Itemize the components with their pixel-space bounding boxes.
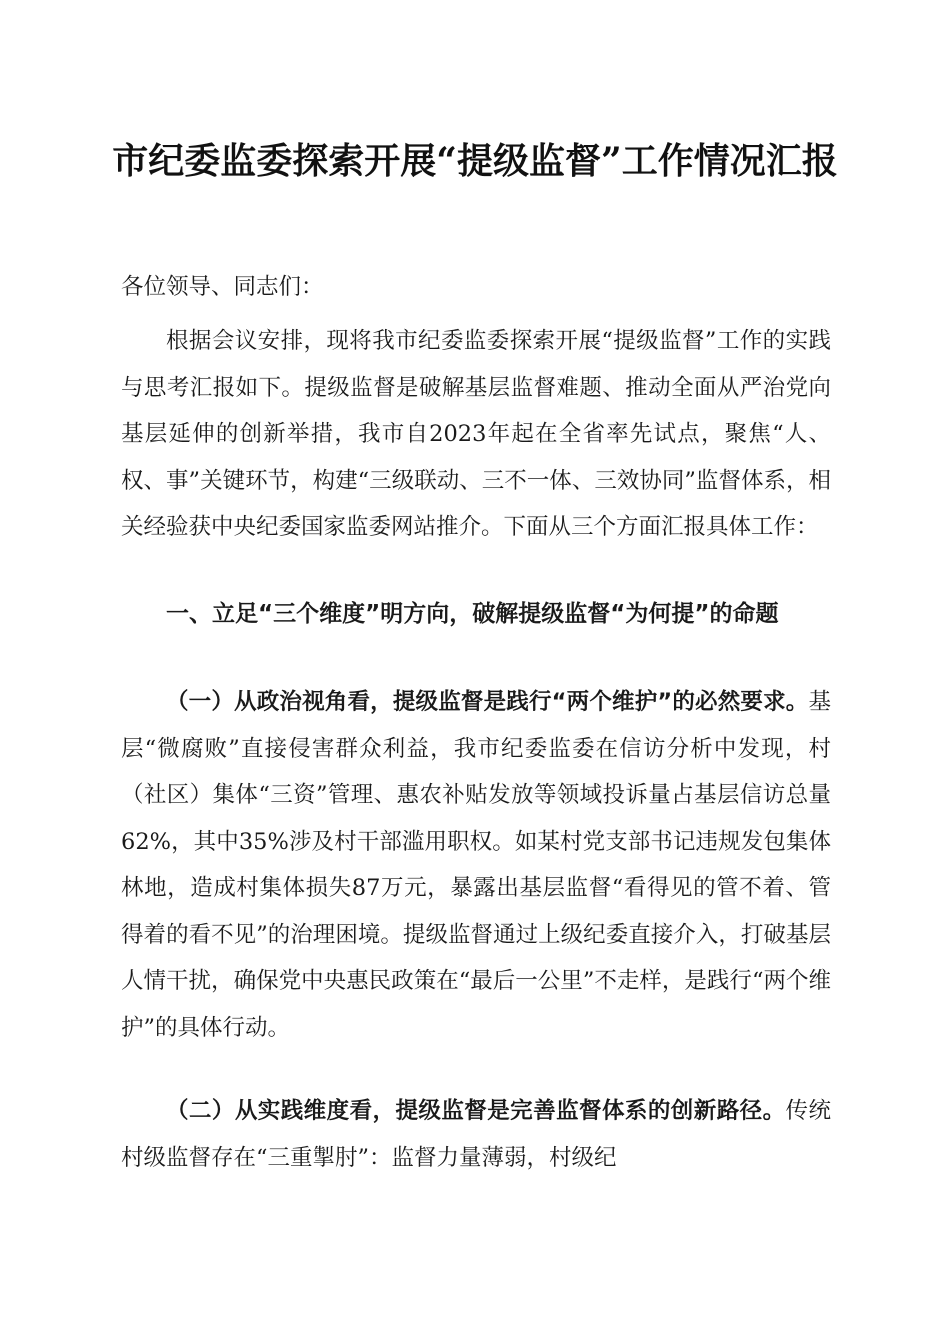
paragraph-practice-dimension <box>121 1088 831 1181</box>
paragraph-text: 传统村级监督存在“三重掣肘”：监督力量薄弱，村级纪 <box>121 1098 831 1171</box>
paragraph-text: 基层“微腐败”直接侵害群众利益，我市纪委监委在信访分析中发现，村（社区）集体“三资”管理、惠农补贴发放等领域投诉量占基层信访总量62%，其中35%涉及村干部滥用职权。如某村党支部书记违规发包集体林地，造成村集体损失87万元，暴露出基层监督“看得见的管不着、管得着的看不见”的治理困境。提级监督通过上级纪委直接介入，打破基层人情干扰，确保党中央惠民政策在“最后一公里”不走样，是践行“两个维护”的具体行动。 <box>121 689 831 1041</box>
section-heading-1: 一、立足“三个维度”明方向，破解提级监督“为何提”的命题 <box>166 601 779 627</box>
paragraph-political-perspective <box>121 679 831 1051</box>
document-title: 市纪委监委探索开展“提级监督”工作情况汇报 <box>112 140 838 182</box>
paragraph-lead: （一）从政治视角看，提级监督是践行“两个维护”的必然要求。 <box>166 689 809 715</box>
paragraph-lead: （二）从实践维度看，提级监督是完善监督体系的创新路径。 <box>166 1098 786 1124</box>
salutation: 各位领导、同志们： <box>121 274 324 300</box>
intro-paragraph: 根据会议安排，现将我市纪委监委探索开展“提级监督”工作的实践与思考汇报如下。提级监督是破解基层监督难题、推动全面从严治党向基层延伸的创新举措，我市自2023年起在全省率先试点，聚焦“人、权、事”关键环节，构建“三级联动、三不一体、三效协同”监督体系，相关经验获中央纪委国家监委网站推介。下面从三个方面汇报具体工作： <box>121 328 831 540</box>
